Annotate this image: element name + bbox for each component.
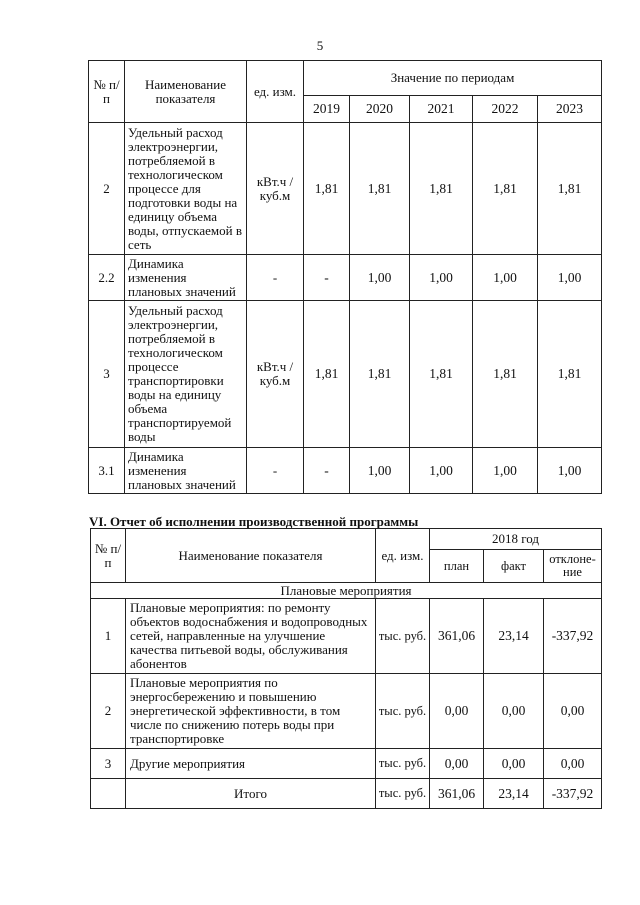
row-name: Динамика изменения плановых значений: [125, 448, 247, 494]
year-header: 2020: [350, 96, 410, 123]
row-unit: кВт.ч / куб.м: [247, 301, 304, 448]
col-header-unit: ед. изм.: [247, 61, 304, 123]
col-header-unit: ед. изм.: [376, 529, 430, 583]
row-value: 1,81: [350, 301, 410, 448]
col-header-name: Наименование показателя: [125, 61, 247, 123]
row-value: 1,00: [410, 448, 473, 494]
row-num: 3.1: [89, 448, 125, 494]
col-header-fact: факт: [484, 550, 544, 583]
total-label: Итого: [126, 779, 376, 809]
row-value: 1,81: [473, 123, 538, 255]
row-unit: тыс. руб.: [376, 749, 430, 779]
table-row: [89, 301, 602, 448]
row-value: 1,00: [350, 255, 410, 301]
row-value: 1,81: [410, 123, 473, 255]
table-row: [89, 123, 602, 255]
row-unit: -: [247, 448, 304, 494]
row-value: 1,00: [473, 448, 538, 494]
program-execution-table: [90, 528, 602, 809]
row-num: 2: [91, 674, 126, 749]
row-num: 2.2: [89, 255, 125, 301]
col-header-year: 2018 год: [430, 529, 602, 550]
row-fact: 0,00: [484, 749, 544, 779]
row-value: 1,81: [304, 301, 350, 448]
col-header-num: № п/п: [89, 61, 125, 123]
row-name: Плановые мероприятия: по ремонту объектов водоснабжения и водопроводных сетей, направленные на улучшение качества питьевой воды, обслуживания абонентов: [126, 599, 376, 674]
total-deviation: -337,92: [544, 779, 602, 809]
section-row: [91, 583, 602, 599]
section-row-label: Плановые мероприятия: [91, 583, 602, 599]
row-name: Другие мероприятия: [126, 749, 376, 779]
row-value: 1,81: [350, 123, 410, 255]
row-value: 1,81: [410, 301, 473, 448]
total-plan: 361,06: [430, 779, 484, 809]
row-name: Удельный расход электроэнергии, потребляемой в технологическом процессе для подготовки воды на единицу объема воды, отпускаемой в сеть: [125, 123, 247, 255]
row-num: 2: [89, 123, 125, 255]
col-header-plan: план: [430, 550, 484, 583]
row-value: 1,00: [538, 255, 602, 301]
row-value: 1,81: [473, 301, 538, 448]
row-plan: 361,06: [430, 599, 484, 674]
total-row: [91, 779, 602, 809]
year-header: 2021: [410, 96, 473, 123]
page-number: 5: [316, 38, 324, 53]
row-name: Плановые мероприятия по энергосбережению и повышению энергетической эффективности, в том числе по снижению потерь воды при транспортировке: [126, 674, 376, 749]
table2-header-row: [91, 529, 602, 550]
row-num: 3: [89, 301, 125, 448]
row-deviation: -337,92: [544, 599, 602, 674]
row-deviation: 0,00: [544, 749, 602, 779]
col-header-deviation: отклоне-ние: [544, 550, 602, 583]
row-num: 3: [91, 749, 126, 779]
total-unit: тыс. руб.: [376, 779, 430, 809]
row-plan: 0,00: [430, 674, 484, 749]
row-unit: кВт.ч / куб.м: [247, 123, 304, 255]
table-row: [91, 674, 602, 749]
year-header: 2019: [304, 96, 350, 123]
total-num: [91, 779, 126, 809]
row-unit: -: [247, 255, 304, 301]
row-deviation: 0,00: [544, 674, 602, 749]
col-header-name: Наименование показателя: [126, 529, 376, 583]
row-unit: тыс. руб.: [376, 674, 430, 749]
row-value: 1,00: [350, 448, 410, 494]
section-title: VI. Отчет об исполнении производственной программы: [89, 514, 419, 529]
table-row: [89, 448, 602, 494]
row-fact: 23,14: [484, 599, 544, 674]
row-value: 1,00: [538, 448, 602, 494]
col-header-num: № п/п: [91, 529, 126, 583]
row-unit: тыс. руб.: [376, 599, 430, 674]
row-name: Удельный расход электроэнергии, потребляемой в технологическом процессе транспортировки воды на единицу объема транспортируемой воды: [125, 301, 247, 448]
performance-indicators-table: [88, 60, 602, 494]
row-value: -: [304, 448, 350, 494]
year-header: 2023: [538, 96, 602, 123]
table-row: [91, 599, 602, 674]
table-row: [91, 749, 602, 779]
row-value: 1,00: [410, 255, 473, 301]
col-header-periods: Значение по периодам: [304, 61, 602, 96]
row-value: 1,81: [538, 123, 602, 255]
row-name: Динамика изменения плановых значений: [125, 255, 247, 301]
row-fact: 0,00: [484, 674, 544, 749]
table1-header-row: [89, 61, 602, 96]
table-row: [89, 255, 602, 301]
year-header: 2022: [473, 96, 538, 123]
row-value: 1,81: [538, 301, 602, 448]
row-value: 1,81: [304, 123, 350, 255]
total-fact: 23,14: [484, 779, 544, 809]
row-plan: 0,00: [430, 749, 484, 779]
row-value: -: [304, 255, 350, 301]
row-num: 1: [91, 599, 126, 674]
row-value: 1,00: [473, 255, 538, 301]
